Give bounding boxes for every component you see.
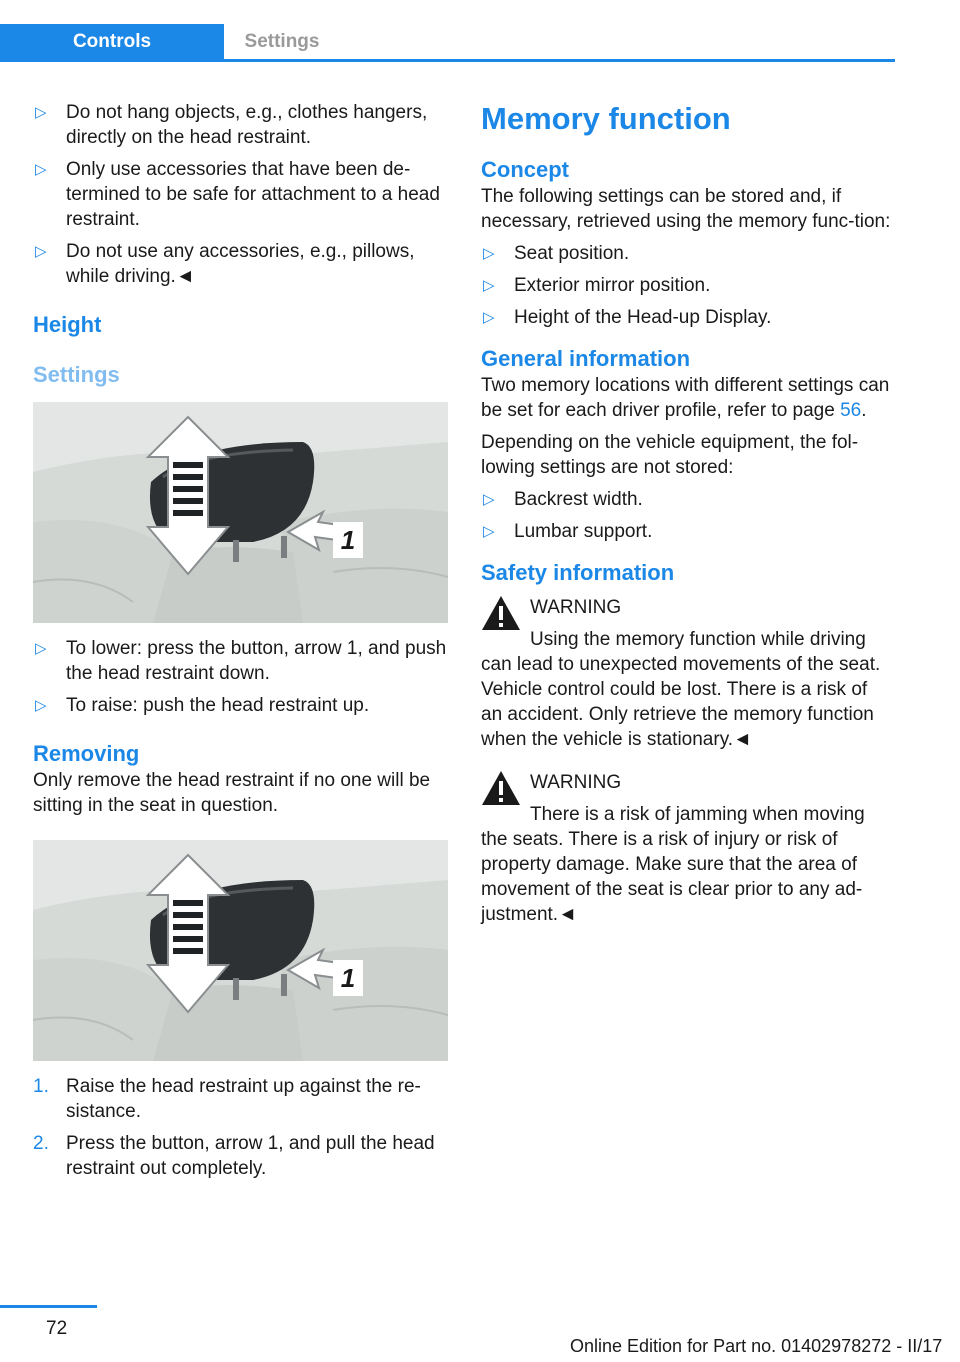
step-number: 1. (33, 1076, 49, 1097)
triangle-bullet-icon: ▷ (483, 309, 495, 326)
list-item-text: Only use accessories that have been de-termined to be safe for attachment to a head restraint. (66, 159, 440, 230)
warning-text: There is a risk of jamming when moving the seats. There is a risk of injury or risk of property damage. Make sure that the area of movement of the seat is clear prior to any ad-justment.◄ (481, 804, 865, 925)
warning-triangle-icon (481, 770, 521, 806)
general-text: Two memory locations with different settings can be set for each driver profile, refer to page (481, 375, 890, 421)
warning-text: Using the memory function while driving can lead to unexpected movements of the seat. Vehicle control could be lost. There is a risk of an accident. Only retrieve the memory function when the vehicle is stationary.◄ (481, 629, 881, 750)
concept-heading: Concept (481, 157, 569, 182)
list-item-text: To lower: press the button, arrow 1, and push the head restraint down. (66, 638, 447, 684)
settings-heading: Settings (33, 362, 120, 387)
header-tab-bar (0, 24, 895, 62)
list-item-text: Raise the head restraint up against the re-sistance. (66, 1076, 421, 1122)
page-link[interactable]: 56 (840, 400, 862, 421)
height-heading: Height (33, 312, 102, 337)
list-item (33, 1131, 448, 1181)
list-item (481, 487, 891, 512)
triangle-bullet-icon: ▷ (483, 277, 495, 294)
triangle-bullet-icon: ▷ (483, 491, 495, 508)
general-information-text (481, 373, 891, 423)
footer-rule (0, 1305, 97, 1308)
head-restraint-illustration-1 (33, 402, 448, 623)
warning-title: WARNING (530, 597, 622, 618)
page-number: 72 (46, 1318, 68, 1339)
list-item (33, 1074, 448, 1124)
list-item-text: Lumbar support. (514, 521, 653, 542)
list-item-text: Press the button, arrow 1, and pull the head restraint out completely. (66, 1133, 435, 1179)
page-title: Memory function (481, 101, 731, 136)
concept-text: The following settings can be stored and, if necessary, retrieved using the memory func-tion: (481, 186, 891, 232)
warning-block (481, 770, 891, 927)
callout-label: 1 (333, 522, 363, 558)
tab-settings[interactable]: Settings (244, 30, 320, 52)
list-item-text: Height of the Head-up Display. (514, 307, 772, 328)
right-column (481, 100, 891, 927)
list-item-text: Do not use any accessories, e.g., pillows, while driving.◄ (66, 241, 415, 287)
list-item-text: Exterior mirror position. (514, 275, 711, 296)
list-item (33, 239, 448, 289)
triangle-bullet-icon: ▷ (483, 245, 495, 262)
depending-text: Depending on the vehicle equipment, the fol-lowing settings are not stored: (481, 432, 859, 478)
removing-text: Only remove the head restraint if no one will be sitting in the seat in question. (33, 770, 431, 816)
triangle-bullet-icon: ▷ (35, 243, 47, 260)
list-item (33, 636, 448, 686)
list-item-text: To raise: push the head restraint up. (66, 695, 370, 716)
callout-label: 1 (333, 960, 363, 996)
triangle-bullet-icon: ▷ (35, 640, 47, 657)
step-number: 2. (33, 1133, 49, 1154)
list-item (481, 273, 891, 298)
list-item-text: Do not hang objects, e.g., clothes hangers, directly on the head restraint. (66, 102, 428, 148)
list-item (33, 157, 448, 232)
general-text-end: . (861, 400, 867, 421)
warning-block (481, 595, 891, 752)
triangle-bullet-icon: ▷ (483, 523, 495, 540)
list-item (481, 305, 891, 330)
warning-triangle-icon (481, 595, 521, 631)
list-item (33, 100, 448, 150)
list-item (33, 693, 448, 718)
general-information-heading: General information (481, 346, 691, 371)
removing-heading: Removing (33, 741, 140, 766)
warning-title: WARNING (530, 772, 622, 793)
list-item (481, 519, 891, 544)
triangle-bullet-icon: ▷ (35, 161, 47, 178)
triangle-bullet-icon: ▷ (35, 104, 47, 121)
head-restraint-illustration-2 (33, 840, 448, 1061)
list-item-text: Backrest width. (514, 489, 643, 510)
edition-text: Online Edition for Part no. 01402978272 - II/17 (570, 1336, 943, 1356)
list-item (481, 241, 891, 266)
tab-controls[interactable]: Controls (0, 24, 224, 59)
left-column (33, 100, 448, 1188)
triangle-bullet-icon: ▷ (35, 697, 47, 714)
safety-information-heading: Safety information (481, 560, 675, 585)
list-item-text: Seat position. (514, 243, 630, 264)
